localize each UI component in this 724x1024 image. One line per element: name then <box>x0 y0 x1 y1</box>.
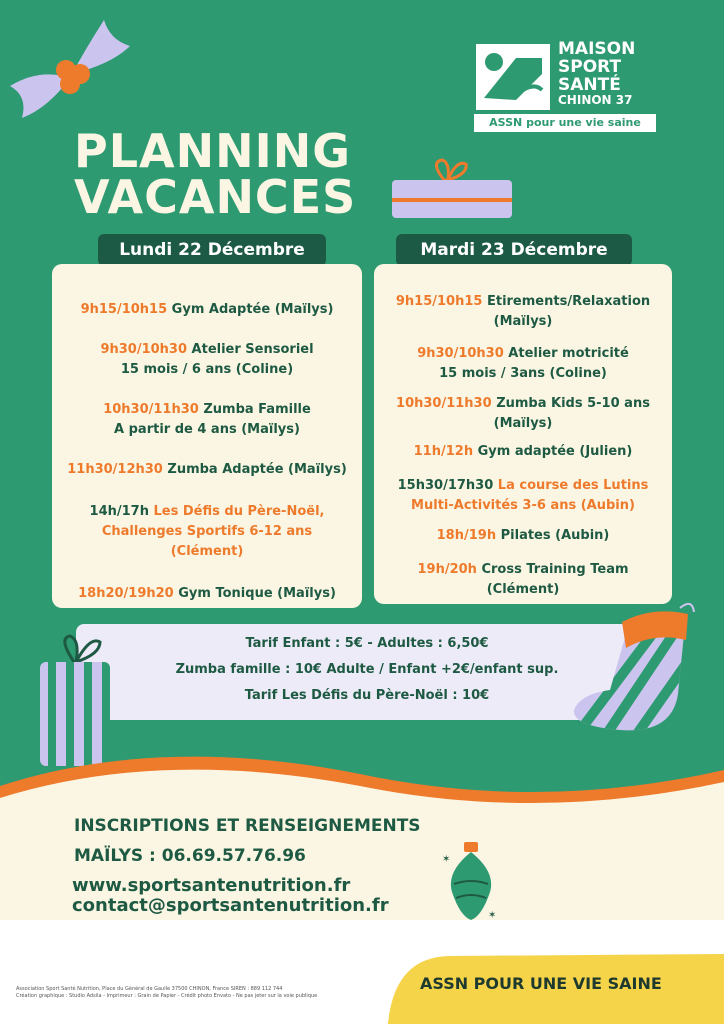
slot-time: 11h/12h <box>413 444 474 459</box>
schedule-slot <box>374 476 672 516</box>
contact-website-link[interactable]: www.sportsantenutrition.fr <box>72 875 351 896</box>
logo-leaf-icon <box>476 44 550 110</box>
slot-activity: Gym adaptée (Julien) <box>477 444 633 459</box>
holly-decoration <box>0 8 140 128</box>
maison-sport-sante-logo <box>474 40 656 132</box>
ornament-decoration <box>438 836 504 922</box>
schedule-slot <box>374 344 672 384</box>
logo-name-line1: MAISON <box>558 39 636 59</box>
slot-activity: Atelier Sensoriel <box>191 342 314 357</box>
slot-activity: Etirements/Relaxation <box>486 294 651 309</box>
stocking-decoration <box>560 594 710 744</box>
legal-line: Création graphique : Studio Adsila - Imprimeur : Grain de Papier - Crédit photo Envato - Ne pas jeter sur la voie publique <box>16 993 318 999</box>
slot-time: 19h/20h <box>417 562 477 577</box>
pricing-line: Tarif Enfant : 5€ - Adultes : 6,50€ <box>245 636 489 651</box>
slot-time: 9h30/10h30 <box>100 342 188 357</box>
schedule-slot <box>52 584 362 604</box>
logo-tagline: ASSN pour une vie saine <box>474 114 656 132</box>
slot-activity: Zumba Kids 5-10 ans <box>496 396 650 411</box>
slot-time: 11h30/12h30 <box>67 462 163 477</box>
schedule-slot <box>52 340 362 380</box>
page-title <box>74 124 357 224</box>
schedule-slot <box>374 526 672 546</box>
pricing-line: Zumba famille : 10€ Adulte / Enfant +2€/enfant sup. <box>175 662 559 677</box>
contact-email-link[interactable]: contact@sportsantenutrition.fr <box>72 895 389 916</box>
slot-activity: Gym Tonique (Maïlys) <box>178 586 336 601</box>
slot-activity: Zumba Adaptée (Maïlys) <box>167 462 347 477</box>
slot-activity: Les Défis du Père-Noël, <box>153 504 325 519</box>
slot-detail: (Clément) <box>170 544 244 559</box>
slot-detail: Multi-Activités 3-6 ans (Aubin) <box>411 498 635 513</box>
schedule-slot <box>52 460 362 480</box>
slot-detail: Challenges Sportifs 6-12 ans <box>101 524 313 539</box>
slot-activity: Gym Adaptée (Maïlys) <box>171 302 334 317</box>
slot-time: 18h20/19h20 <box>78 586 174 601</box>
gift-box-decoration <box>390 158 520 222</box>
contact-heading: INSCRIPTIONS ET RENSEIGNEMENTS <box>74 816 421 836</box>
svg-text:✶: ✶ <box>442 854 451 865</box>
schedule-slot <box>374 292 672 332</box>
slot-detail: (Clément) <box>486 582 560 597</box>
slot-detail: (Maïlys) <box>493 314 553 329</box>
slot-detail: 15 mois / 3ans (Coline) <box>439 366 607 381</box>
slot-detail: 15 mois / 6 ans (Coline) <box>120 362 294 377</box>
schedule-slot <box>52 400 362 440</box>
slot-time: 18h/19h <box>436 528 497 543</box>
slot-activity: Atelier motricité <box>508 346 629 361</box>
slot-activity: Cross Training Team <box>481 562 629 577</box>
day1-schedule-card <box>52 264 362 608</box>
logo-name-line4: CHINON 37 <box>558 93 633 107</box>
slot-time: 10h30/11h30 <box>103 402 199 417</box>
schedule-slot <box>52 502 362 562</box>
legal-line: Association Sport Santé Nutrition, Place du Général de Gaulle 37500 CHINON, France SIREN : 889 112 744 <box>16 986 283 992</box>
slot-activity: Zumba Famille <box>203 402 311 417</box>
schedule-slot <box>52 300 362 320</box>
slot-detail: A partir de 4 ans (Maïlys) <box>114 422 300 437</box>
contact-phone[interactable]: MAÏLYS : 06.69.57.76.96 <box>74 846 306 866</box>
slot-activity: La course des Lutins <box>497 478 649 493</box>
day1-header: Lundi 22 Décembre <box>98 234 326 266</box>
logo-name-line2: SPORT <box>558 57 622 77</box>
title-line2: VACANCES <box>74 170 357 224</box>
slot-time: 14h/17h <box>89 504 149 519</box>
schedule-slot <box>374 442 672 462</box>
slot-time: 9h15/10h15 <box>395 294 483 309</box>
slot-time: 9h30/10h30 <box>417 346 504 361</box>
day2-header: Mardi 23 Décembre <box>396 234 632 266</box>
title-line1: PLANNING <box>74 124 351 178</box>
footer-slogan: ASSN POUR UNE VIE SAINE <box>420 974 662 993</box>
slot-time: 9h15/10h15 <box>80 302 168 317</box>
slot-time: 15h30/17h30 <box>397 478 494 493</box>
day2-schedule-card <box>374 264 672 604</box>
svg-text:✶: ✶ <box>488 910 497 921</box>
pricing-line: Tarif Les Défis du Père-Noël : 10€ <box>244 688 490 703</box>
slot-detail: (Maïlys) <box>493 416 553 431</box>
slot-activity: Pilates (Aubin) <box>500 528 610 543</box>
logo-name-line3: SANTÉ <box>558 75 621 95</box>
legal-footer <box>16 986 376 1000</box>
schedule-slot <box>374 394 672 434</box>
slot-time: 10h30/11h30 <box>396 396 492 411</box>
